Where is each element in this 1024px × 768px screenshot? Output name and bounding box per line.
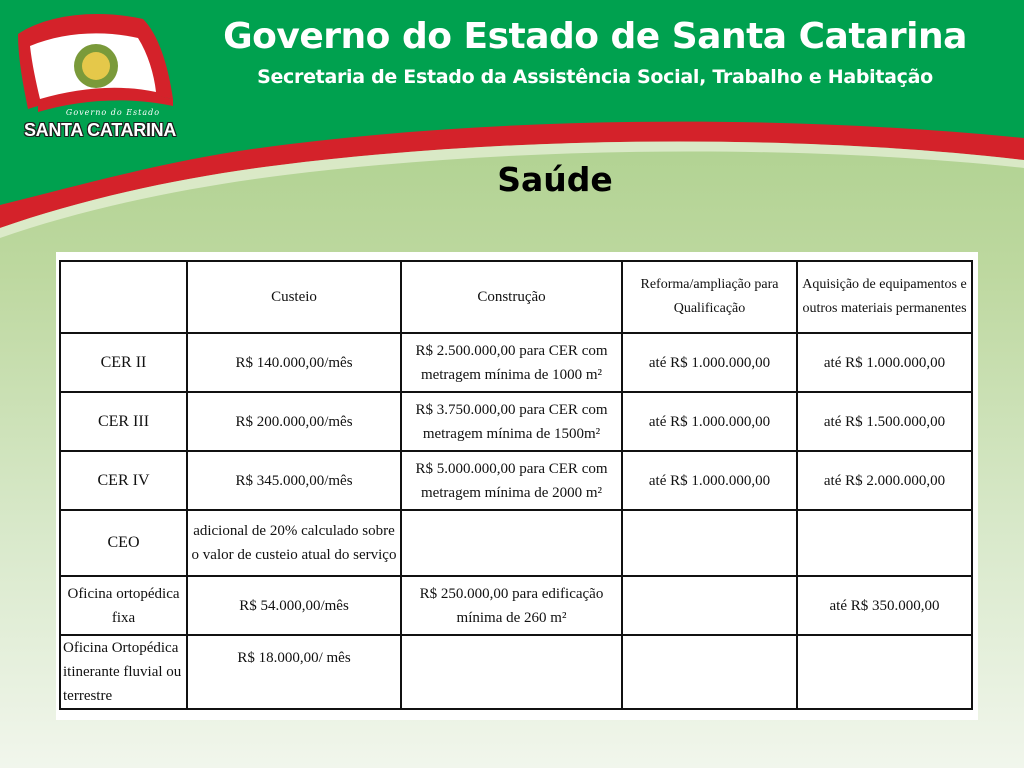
- cell-reforma: [622, 635, 797, 709]
- cell-custeio: R$ 54.000,00/mês: [187, 576, 401, 635]
- column-header-empty: [60, 261, 187, 333]
- table-row: [60, 635, 972, 709]
- cell-construcao: [401, 635, 622, 709]
- header-title: Governo do Estado de Santa Catarina: [223, 16, 967, 57]
- cell-aquisicao: até R$ 1.500.000,00: [797, 392, 972, 451]
- cell-custeio: R$ 18.000,00/ mês: [187, 635, 401, 709]
- cell-custeio: R$ 200.000,00/mês: [187, 392, 401, 451]
- table-row: [60, 333, 972, 392]
- cell-aquisicao: até R$ 350.000,00: [797, 576, 972, 635]
- logo-state-name: SANTA CATARINA: [23, 120, 177, 140]
- cell-reforma: até R$ 1.000.000,00: [622, 451, 797, 510]
- cell-custeio: R$ 345.000,00/mês: [187, 451, 401, 510]
- cell-construcao: R$ 5.000.000,00 para CER com metragem mínima de 2000 m²: [401, 451, 622, 510]
- cell-reforma: [622, 510, 797, 576]
- row-label: Oficina ortopédica fixa: [60, 576, 187, 635]
- funding-table: [59, 260, 973, 710]
- cell-reforma: [622, 576, 797, 635]
- row-label: CEO: [60, 510, 187, 576]
- cell-aquisicao: [797, 510, 972, 576]
- table-row: [60, 451, 972, 510]
- column-header-reforma: Reforma/ampliação para Qualificação: [622, 261, 797, 333]
- cell-construcao: R$ 2.500.000,00 para CER com metragem mínima de 1000 m²: [401, 333, 622, 392]
- row-label: CER III: [60, 392, 187, 451]
- column-header-construcao: Construção: [401, 261, 622, 333]
- cell-aquisicao: até R$ 2.000.000,00: [797, 451, 972, 510]
- table-row: [60, 576, 972, 635]
- cell-construcao: R$ 250.000,00 para edificação mínima de 260 m²: [401, 576, 622, 635]
- logo-small-text: Governo do Estado: [65, 108, 161, 117]
- column-header-custeio: Custeio: [187, 261, 401, 333]
- coat-of-arms-center: [82, 52, 110, 80]
- row-label: Oficina Ortopédica itinerante fluvial ou terrestre: [60, 635, 187, 709]
- table-header-row: [60, 261, 972, 333]
- cell-construcao: R$ 3.750.000,00 para CER com metragem mínima de 1500m²: [401, 392, 622, 451]
- row-label: CER IV: [60, 451, 187, 510]
- header-subtitle: Secretaria de Estado da Assistência Social, Trabalho e Habitação: [257, 66, 933, 88]
- table-row: [60, 392, 972, 451]
- cell-construcao: [401, 510, 622, 576]
- table-panel: [56, 252, 978, 720]
- table-row: [60, 510, 972, 576]
- cell-aquisicao: [797, 635, 972, 709]
- cell-custeio: adicional de 20% calculado sobre o valor de custeio atual do serviço: [187, 510, 401, 576]
- cell-aquisicao: até R$ 1.000.000,00: [797, 333, 972, 392]
- cell-reforma: até R$ 1.000.000,00: [622, 392, 797, 451]
- column-header-aquisicao: Aquisição de equipamentos e outros materiais permanentes: [797, 261, 972, 333]
- slide-title: Saúde: [497, 160, 613, 199]
- row-label: CER II: [60, 333, 187, 392]
- cell-custeio: R$ 140.000,00/mês: [187, 333, 401, 392]
- cell-reforma: até R$ 1.000.000,00: [622, 333, 797, 392]
